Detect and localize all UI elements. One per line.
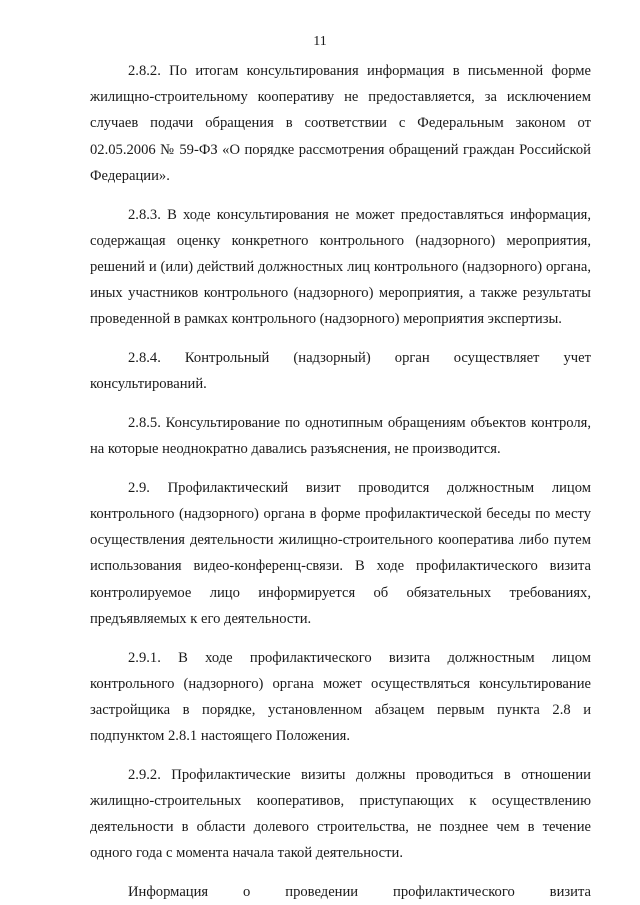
paragraph-2-8-4: 2.8.4. Контрольный (надзорный) орган осуществляет учет консультирований. xyxy=(90,350,591,393)
page-number: 11 xyxy=(313,34,327,49)
paragraph-2-9-1: 2.9.1. В ходе профилактического визита должностным лицом контрольного (надзорного) органа может осуществляться консультирование застройщика в порядке, установленном абзацем первым пункта 2.8 и подпунктом 2.8.1 настоящего Положения. xyxy=(90,649,591,745)
paragraph-2-8-5: 2.8.5. Консультирование по однотипным обращениям объектов контроля, на которые неоднократно давались разъяснения, не производится. xyxy=(90,414,591,458)
paragraph-2-8-2: 2.8.2. По итогам консультирования информация в письменной форме жилищно-строительному кооперативу не предоставляется, за исключением случаев подачи обращения в соответствии с Федеральным законом от 02.05.2006 № 59-ФЗ «О порядке рассмотрения обращений граждан Российской Федерации». xyxy=(90,63,591,184)
paragraph-2-8-3: 2.8.3. В ходе консультирования не может предоставляться информация, содержащая оценку конкретного контрольного (надзорного) мероприятия, решений и (или) действий должностных лиц контрольного (надзорного) органа, иных участников контрольного (надзорного) мероприятия, а также результаты проведенной в рамках контрольного (надзорного) мероприятия экспертизы. xyxy=(90,206,591,328)
paragraph-2-9: 2.9. Профилактический визит проводится должностным лицом контрольного (надзорного) органа в форме профилактической беседы по месту осуществления деятельности жилищно-строительного кооператива либо путем использования видео-конференц-связи. В ходе профилактического визита контролируемое лицо информируется об обязательных требованиях, предъявляемых к его деятельности. xyxy=(90,479,591,627)
paragraph-2-9-2: 2.9.2. Профилактические визиты должны проводиться в отношении жилищно-строительных кооперативов, приступающих к осуществлению деятельности в области долевого строительства, не позднее чем в течение одного года с момента начала такой деятельности. xyxy=(90,766,591,862)
paragraph-visit-info: Информация о проведении профилактического визита xyxy=(128,884,591,901)
document-body xyxy=(90,58,591,905)
